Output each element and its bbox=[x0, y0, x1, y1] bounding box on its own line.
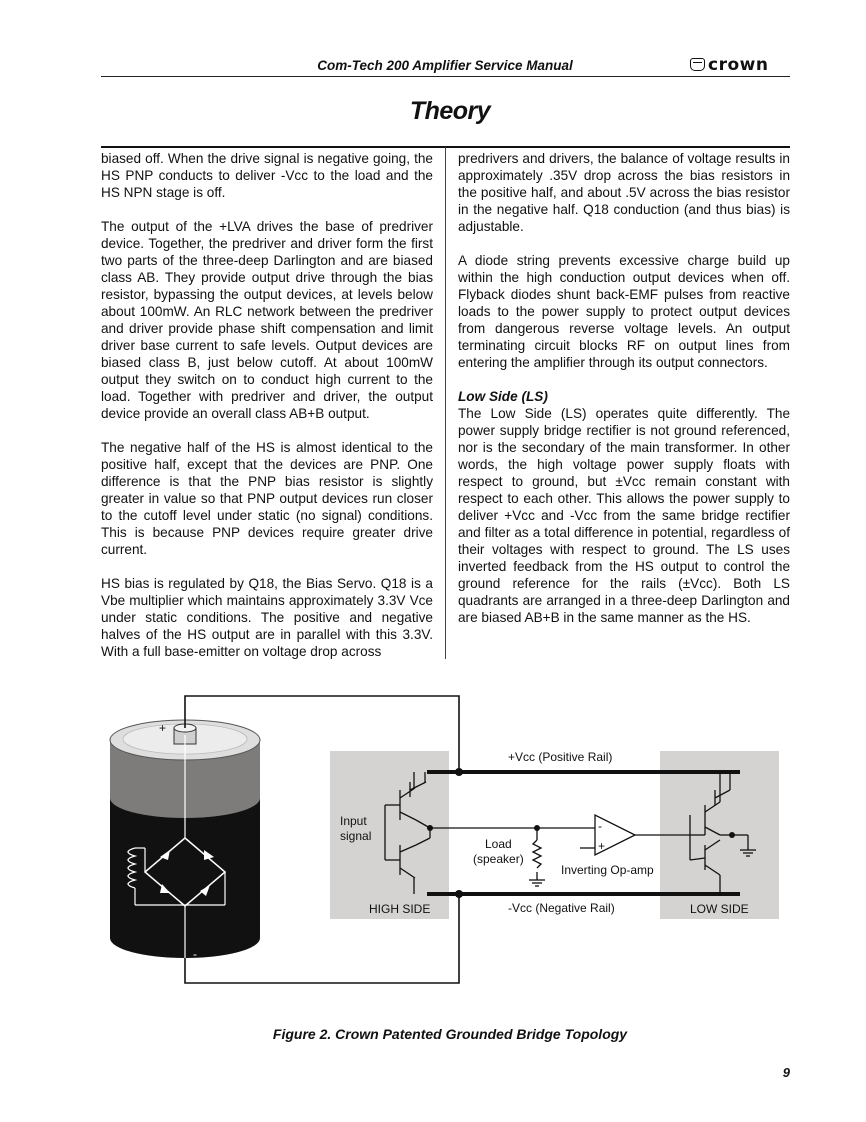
manual-title: Com-Tech 200 Amplifier Service Manual bbox=[317, 58, 573, 73]
opamp-minus: - bbox=[598, 819, 602, 833]
left-column bbox=[101, 150, 433, 677]
logo-text: crown bbox=[708, 55, 769, 75]
paragraph: A diode string prevents excessive charge build up within the high conduction output devices when off. Flyback diodes shunt back-EMF pulses from reactive loads to the power supply to protect output devices from dangerous reverse voltage levels. An output terminating circuit blocks RF on output lines from entering the amplifier through its output connectors. bbox=[458, 253, 790, 370]
paragraph: The negative half of the HS is almost identical to the positive half, except that the devices are PNP. One difference is that the PNP bias resistor is slightly greater in value so that PNP output devices run closer to the cutoff level under static (no signal) conditions. This is because PNP devices require greater drive current. bbox=[101, 440, 433, 557]
page-number: 9 bbox=[782, 1065, 790, 1080]
battery-minus-label: - bbox=[193, 947, 197, 961]
input-signal-label-1: Input bbox=[340, 814, 367, 828]
paragraph: biased off. When the drive signal is negative going, the HS PNP conducts to deliver -Vcc to the load and the HS NPN stage is off. bbox=[101, 151, 433, 200]
high-side-label: HIGH SIDE bbox=[369, 902, 431, 916]
figure-caption: Figure 2. Crown Patented Grounded Bridge Topology bbox=[272, 1026, 628, 1042]
low-side-heading: Low Side (LS) bbox=[458, 389, 548, 404]
battery-plus-label: + bbox=[159, 721, 167, 735]
load-label-1: Load bbox=[485, 837, 512, 851]
load-label-2: (speaker) bbox=[473, 852, 524, 866]
opamp-label: Inverting Op-amp bbox=[561, 863, 654, 877]
header-rule bbox=[101, 76, 790, 77]
paragraph: The output of the +LVA drives the base of predriver device. Together, the predriver and driver form the first two parts of the three-deep Darlington and are biased class AB. They provide output drive through the bias resistor, bypassing the output devices, at levels below about 100mW. An RLC network between the predriver and driver provide phase shift compensation and limit driver base current to safe levels. Output devices are biased class B, just below cutoff. At about 100mW output they switch on to conduct high current to the load. Together with predriver and driver, the output device provide an overall class AB+B output. bbox=[101, 219, 433, 421]
crown-icon bbox=[690, 58, 705, 71]
section-title: Theory bbox=[409, 97, 491, 125]
negative-rail-label: -Vcc (Negative Rail) bbox=[508, 901, 615, 915]
right-column bbox=[458, 150, 790, 643]
opamp-plus: + bbox=[598, 839, 606, 853]
grounded-bridge-diagram bbox=[100, 690, 800, 990]
low-side-label: LOW SIDE bbox=[690, 902, 749, 916]
crown-logo bbox=[690, 55, 768, 75]
input-signal-label-2: signal bbox=[340, 829, 372, 843]
paragraph: predrivers and drivers, the balance of voltage results in approximately .35V drop across the bias resistors in the positive half, and about .5V across the bias resistor in the negative half. Q18 conduction (and thus bias) is adjustable. bbox=[458, 151, 790, 234]
paragraph: The Low Side (LS) operates quite differently. The power supply bridge rectifier is not ground referenced, nor is the secondary of the main transformer. In other words, the high voltage power supply floats with respect to ground, but ±Vcc remain constant with respect to each other. This allows the power supply to deliver +Vcc and -Vcc from the same bridge rectifier and filter as a total difference in potential, regardless of their voltages with respect to ground. The LS uses inverted feedback from the HS output to control the ground reference for the rails (±Vcc). Both LS quadrants are arranged in a three-deep Darlington and are biased AB+B in the same manner as the HS. bbox=[458, 406, 790, 625]
positive-rail-label: +Vcc (Positive Rail) bbox=[508, 750, 613, 764]
column-divider bbox=[445, 147, 446, 659]
battery-icon bbox=[110, 720, 260, 958]
paragraph: HS bias is regulated by Q18, the Bias Servo. Q18 is a Vbe multiplier which maintains approximately 3.3V Vce under static conditions. The positive and negative halves of the HS output are in parallel with this 3.3V. With a full base-emitter on voltage drop across bbox=[101, 576, 433, 659]
